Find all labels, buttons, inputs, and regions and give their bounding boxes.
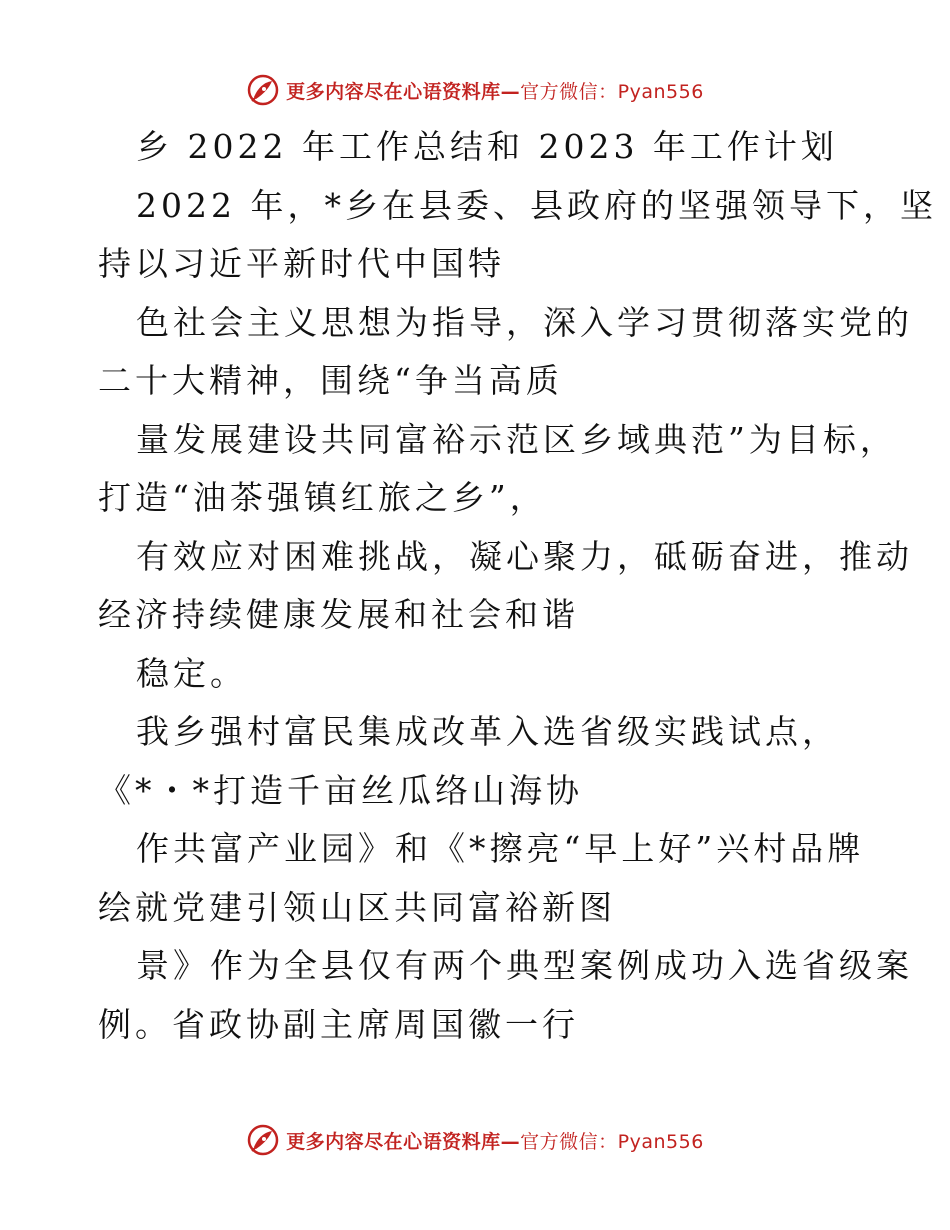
text-line: 量发展建设共同富裕示范区乡域典范”为目标， bbox=[136, 419, 897, 459]
text-line: 色社会主义思想为指导，深入学习贯彻落实党的 bbox=[136, 302, 913, 342]
header-banner bbox=[0, 70, 950, 110]
pen-nib-logo-icon bbox=[246, 1123, 280, 1157]
text-line: 打造“油茶强镇红旅之乡”， bbox=[98, 478, 547, 517]
text-line: 乡 2022 年工作总结和 2023 年工作计划 bbox=[136, 127, 838, 166]
text-line: 景》作为全县仅有两个典型案例成功入选省级案 bbox=[136, 946, 913, 985]
text-line: 有效应对困难挑战，凝心聚力，砥砺奋进，推动 bbox=[136, 536, 913, 576]
banner-text: 更多内容尽在心语资料库—官方微信：Pyan556 bbox=[286, 1130, 704, 1153]
text-line: 我乡强村富民集成改革入选省级实践试点， bbox=[136, 712, 839, 751]
text-line: 稳定。 bbox=[136, 653, 247, 693]
text-line: 2022 年，*乡在县委、县政府的坚强领导下，坚 bbox=[136, 185, 937, 225]
text-line: 二十大精神，围绕“争当高质 bbox=[98, 361, 563, 400]
pen-nib-logo-icon bbox=[246, 73, 280, 107]
banner-text: 更多内容尽在心语资料库—官方微信：Pyan556 bbox=[286, 80, 704, 103]
footer-banner bbox=[0, 1120, 950, 1160]
text-line: 经济持续健康发展和社会和谐 bbox=[98, 595, 579, 634]
text-line: 例。省政协副主席周国徽一行 bbox=[98, 1004, 579, 1044]
text-line: 《*・*打造千亩丝瓜络山海协 bbox=[98, 770, 583, 810]
document-body bbox=[98, 118, 937, 1054]
text-line: 作共富产业园》和《*擦亮“早上好”兴村品牌 bbox=[136, 829, 865, 868]
text-line: 持以习近平新时代中国特 bbox=[98, 244, 505, 283]
text-line: 绘就党建引领山区共同富裕新图 bbox=[98, 887, 616, 927]
